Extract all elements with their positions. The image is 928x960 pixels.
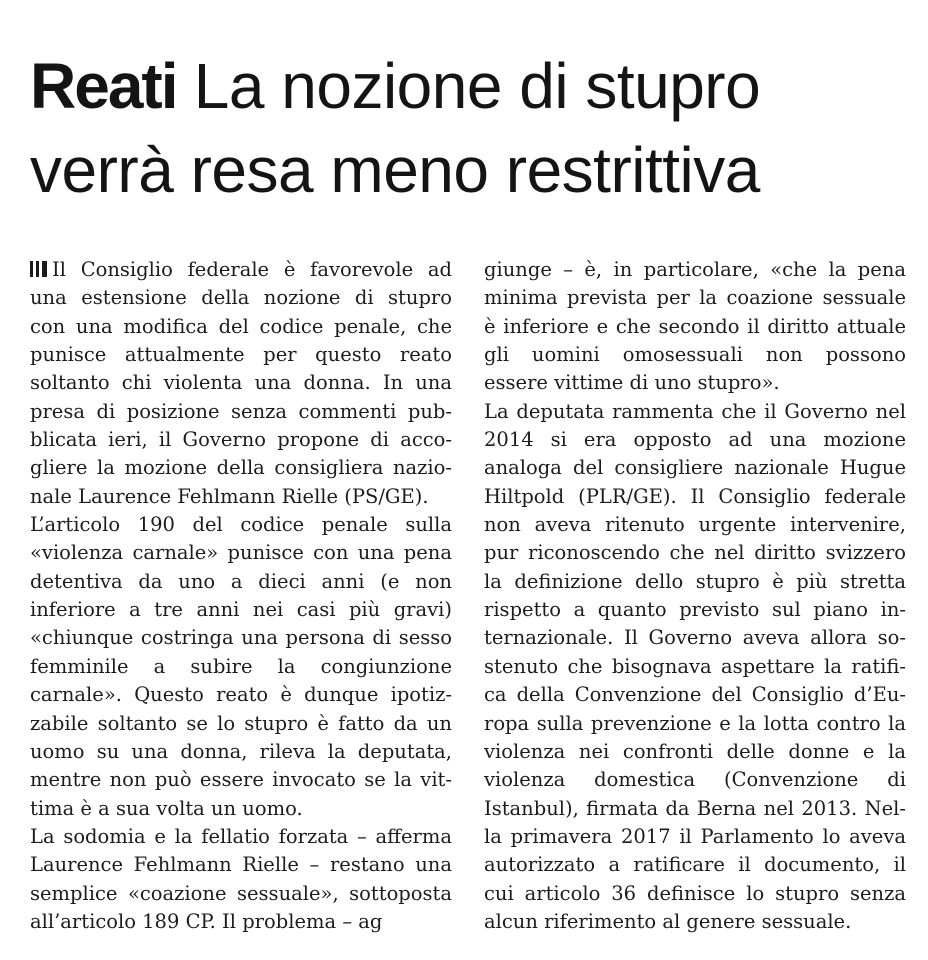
body-paragraph	[30, 256, 452, 511]
body-paragraph: giunge – è, in particolare, «che la pena minima prevista per la coazione sessuale è inferiore e che secondo il diritto attuale gli uomini omosessuali non possono essere vittime di uno stupro».	[484, 258, 906, 395]
body-paragraph: La sodomia e la fellatio forzata – afferma Laurence Fehlmann Rielle – restano una semplice «coazione sessuale», sottoposta all’articolo 189 CP. Il problema – ag	[30, 824, 452, 933]
headline-title: La nozione di stupro verrà resa meno restrittiva	[30, 50, 761, 206]
headline-kicker: Reati	[30, 50, 177, 122]
body-column-right	[484, 256, 906, 936]
paragraph-text: Il Consiglio federale è favorevole ad una estensione della nozione di stupro con una modifica del codice penale, che punisce attualmente per questo reato soltanto chi violenta una donna. In una presa di posizione senza commenti pubblicata ieri, il Governo propone di accogliere la mozione della consigliera nazionale Laurence Fehlmann Rielle (PS/GE).	[30, 258, 452, 508]
body-paragraph: La deputata rammenta che il Governo nel 2014 si era opposto ad una mozione analoga del consigliere nazionale Hugue Hiltpold (PLR/GE). Il Consiglio federale non aveva ritenuto urgente intervenire, pur riconoscendo che nel diritto svizzero la definizione dello stupro è più stretta rispetto a quanto previsto sul piano internazionale. Il Governo aveva allora sostenuto che bisognava aspettare la ratifica della Convenzione del Consiglio d’Europa sulla prevenzione e la lotta contro la violenza nei confronti delle donne e la violenza domestica (Convenzione di Istanbul), firmata da Berna nel 2013. Nella primavera 2017 il Parlamento lo aveva autorizzato a ratificare il documento, il cui articolo 36 definisce lo stupro senza alcun riferimento al genere sessuale.	[484, 399, 906, 933]
body-column-left	[30, 256, 452, 936]
section-marker-icon	[30, 261, 48, 277]
headline	[30, 44, 910, 212]
body-paragraph: L’articolo 190 del codice penale sulla «violenza carnale» punisce con una pena detentiva da uno a dieci anni (e non inferiore a tre anni nei casi più gravi) «chiunque costringa una persona di sesso femminile a subire la congiunzione carnale». Questo reato è dunque ipotizzabile soltanto se lo stupro è fatto da un uomo su una donna, rileva la deputata, mentre non può essere invocato se la vittima è a sua volta un uomo.	[30, 513, 452, 820]
